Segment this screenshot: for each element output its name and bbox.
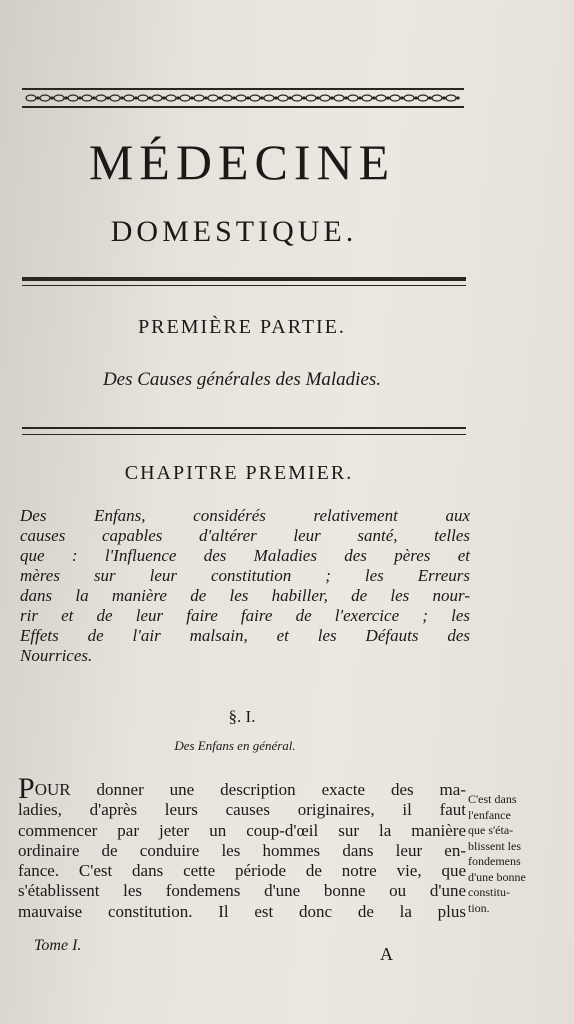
summary-line: rir et de leur faire faire de l'exercice ; les bbox=[20, 606, 470, 625]
body-first-line-rest: OUR donner une description exacte des ma- bbox=[34, 780, 466, 799]
margin-note-line: C'est dans bbox=[468, 792, 517, 806]
section-title: Des Enfans en général. bbox=[174, 738, 296, 753]
signature-mark: A bbox=[380, 944, 393, 964]
body-line: s'établissent les fondemens d'une bonne ou d'une bbox=[18, 881, 466, 901]
margin-note-line: fondemens bbox=[468, 854, 521, 868]
decorative-ornament-band bbox=[22, 86, 464, 110]
title-rule-thick bbox=[22, 277, 466, 281]
chapter-summary bbox=[20, 506, 470, 666]
summary-line: causes capables d'altérer leur santé, telles bbox=[20, 526, 470, 545]
section-number: §. I. bbox=[228, 707, 256, 726]
book-title-line1: MÉDECINE bbox=[88, 134, 396, 190]
margin-note bbox=[468, 792, 572, 916]
margin-note-line: que s'éta- bbox=[468, 823, 514, 837]
summary-line: que : l'Influence des Maladies des pères et bbox=[20, 546, 470, 565]
chapter-title: CHAPITRE PREMIER. bbox=[124, 462, 354, 484]
margin-note-line: d'une bonne bbox=[468, 869, 526, 884]
margin-note-line: blissent les bbox=[468, 838, 521, 853]
body-line: mauvaise constitution. Il est donc de la plus bbox=[18, 901, 466, 921]
body-line bbox=[18, 772, 466, 805]
margin-note-line: tion. bbox=[468, 900, 490, 915]
drop-cap: P bbox=[18, 772, 35, 805]
part-rule-upper bbox=[22, 427, 466, 429]
body-line: ordinaire de conduire les hommes dans leur en- bbox=[18, 840, 466, 860]
title-rule-thin bbox=[22, 285, 466, 286]
footer-tome: Tome I. bbox=[34, 937, 82, 954]
part-rule-lower bbox=[22, 434, 466, 435]
part-subtitle: Des Causes générales des Maladies. bbox=[102, 369, 382, 390]
book-title-line2: DOMESTIQUE. bbox=[110, 215, 358, 248]
summary-line: Des Enfans, considérés relativement aux bbox=[20, 506, 470, 525]
summary-line: Effets de l'air malsain, et les Défauts des bbox=[20, 626, 470, 645]
body-line: commencer par jeter un coup-d'œil sur la manière bbox=[18, 820, 466, 840]
body-text bbox=[18, 772, 466, 922]
body-line: fance. C'est dans cette période de notre vie, que bbox=[18, 861, 466, 881]
body-line: ladies, d'après leurs causes originaires, il faut bbox=[18, 800, 466, 820]
summary-line: mères sur leur constitution ; les Erreurs bbox=[20, 566, 470, 585]
summary-line: dans la manière de les habiller, de les nour- bbox=[20, 586, 470, 605]
summary-line: Nourrices. bbox=[20, 646, 93, 665]
part-title: PREMIÈRE PARTIE. bbox=[138, 316, 346, 338]
margin-note-line: l'enfance bbox=[468, 807, 511, 822]
margin-note-line: constitu- bbox=[468, 885, 510, 899]
